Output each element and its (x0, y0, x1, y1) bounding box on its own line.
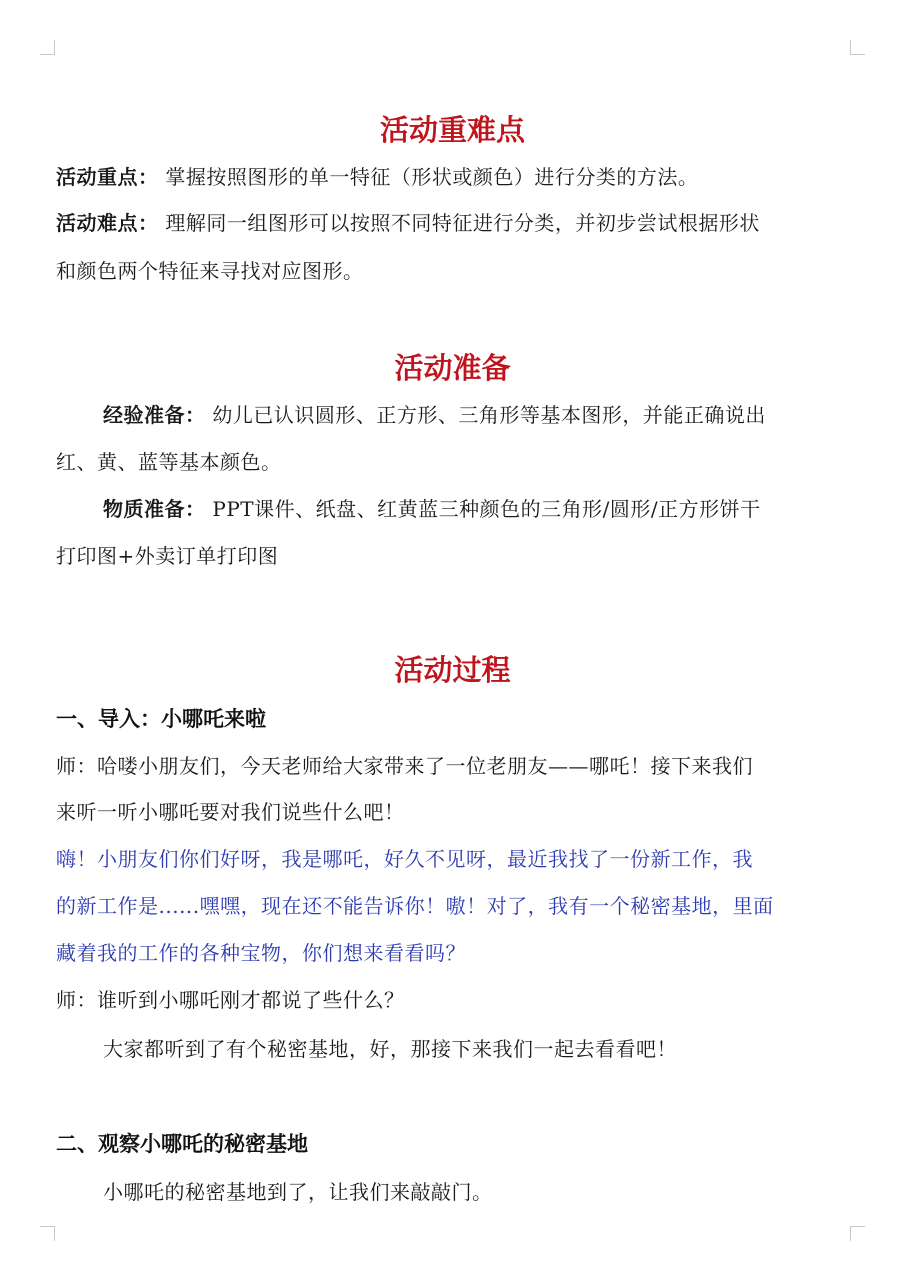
material-prep-label: 物质准备： (103, 497, 206, 521)
experience-prep-line (103, 400, 863, 430)
difficult-point-label: 活动难点： (56, 211, 159, 235)
part2-heading: 二、观察小哪吒的秘密基地 (56, 1132, 308, 1156)
difficult-point-text-1: 理解同一组图形可以按照不同特征进行分类，并初步尝试根据形状 (165, 211, 760, 235)
key-point-line (56, 162, 856, 192)
nezha-line-3: 藏着我的工作的各种宝物，你们想来看看吗？ (56, 941, 466, 965)
experience-prep-text-2: 红、黄、蓝等基本颜色。 (56, 450, 282, 474)
part2-text-line: 小哪吒的秘密基地到了，让我们来敲敲门。 (103, 1180, 493, 1204)
section-title-preparation: 活动准备 (394, 351, 511, 385)
experience-prep-label: 经验准备： (103, 403, 206, 427)
teacher-question-line: 师：谁听到小哪吒刚才都说了些什么？ (56, 988, 405, 1012)
experience-prep-text-1: 幼儿已认识圆形、正方形、三角形等基本图形，并能正确说出 (212, 403, 766, 427)
crop-mark-bottom-left (40, 1226, 55, 1241)
nezha-line-1: 嗨！小朋友们你们好呀，我是哪吒，好久不见呀，最近我找了一份新工作，我 (56, 847, 753, 871)
difficult-point-line (56, 208, 856, 238)
difficult-point-text-2: 和颜色两个特征来寻找对应图形。 (56, 259, 364, 283)
part1-heading: 一、导入：小哪吒来啦 (56, 707, 266, 731)
teacher-line-1: 师：哈喽小朋友们，今天老师给大家带来了一位老朋友——哪吒！接下来我们 (56, 754, 753, 778)
crop-mark-bottom-right (850, 1226, 865, 1241)
crop-mark-top-right (850, 40, 865, 55)
nezha-line-2: 的新工作是......嘿嘿，现在还不能告诉你！嗷！对了，我有一个秘密基地，里面 (56, 894, 774, 918)
teacher-line-2: 来听一听小哪吒要对我们说些什么吧！ (56, 800, 405, 824)
teacher-summary-line: 大家都听到了有个秘密基地，好，那接下来我们一起去看看吧！ (103, 1037, 677, 1061)
material-prep-text-2: 打印图+外卖订单打印图 (56, 544, 279, 568)
material-prep-line (103, 494, 863, 524)
key-point-label: 活动重点： (56, 165, 159, 189)
section-title-difficulty: 活动重难点 (379, 113, 525, 147)
crop-mark-top-left (40, 40, 55, 55)
section-title-process: 活动过程 (394, 653, 511, 687)
key-point-text: 掌握按照图形的单一特征（形状或颜色）进行分类的方法。 (165, 165, 699, 189)
material-prep-text-1: PPT课件、纸盘、红黄蓝三种颜色的三角形/圆形/正方形饼干 (212, 497, 761, 521)
